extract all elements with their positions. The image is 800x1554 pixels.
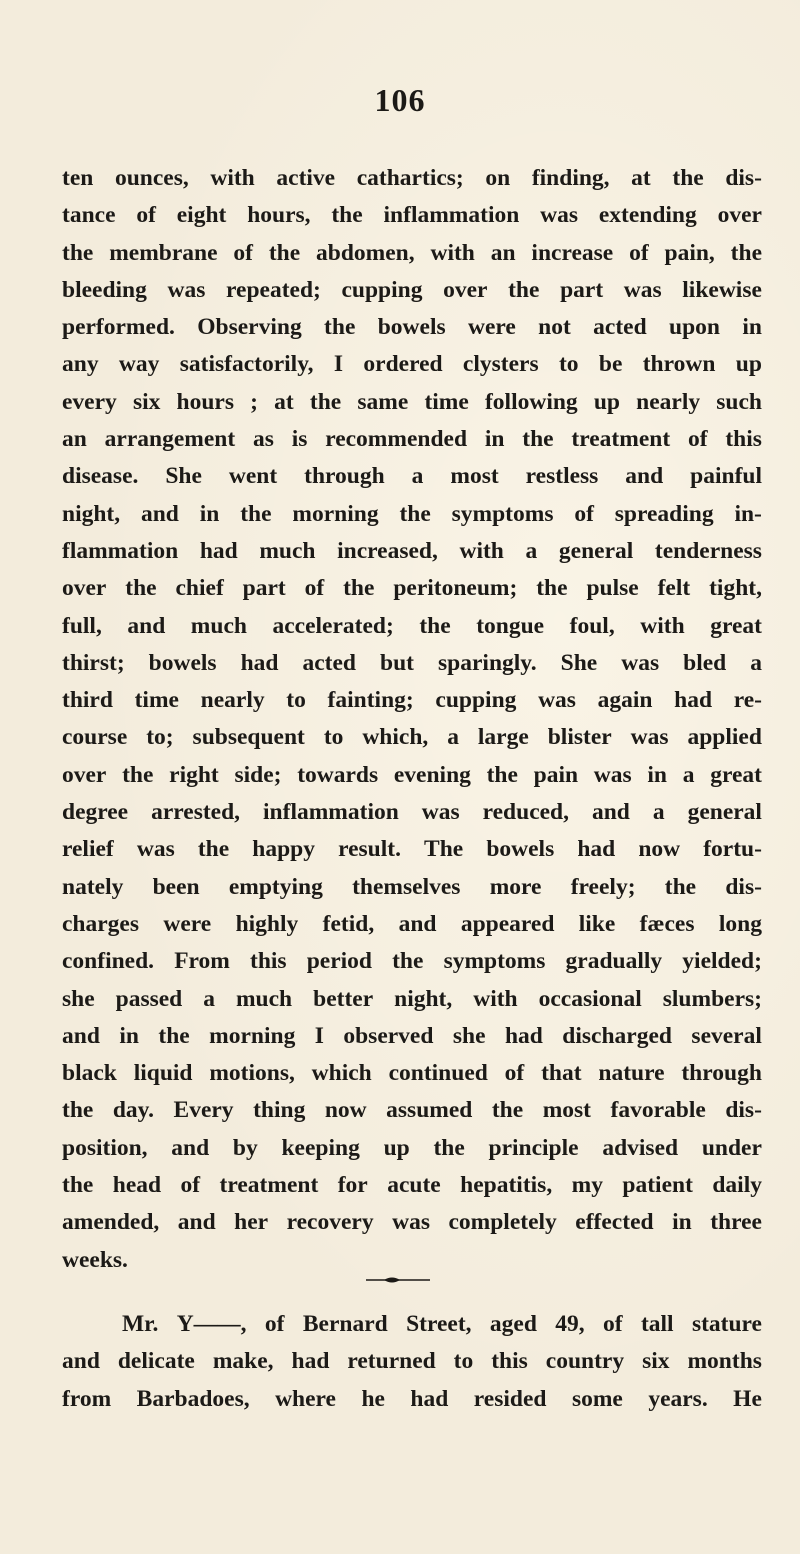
text-line: weeks. (62, 1246, 128, 1273)
text-line: an arrangement as is recommended in the treatment of this (62, 426, 762, 453)
text-line: disease. She went through a most restless and painful (62, 463, 762, 490)
text-line: every six hours ; at the same time following up nearly such (62, 388, 762, 415)
text-line: confined. From this period the symptoms gradually yielded; (62, 948, 762, 975)
text-line: over the chief part of the peritoneum; the pulse felt tight, (62, 575, 762, 602)
text-line: nately been emptying themselves more freely; the dis- (62, 873, 762, 900)
text-line: over the right side; towards evening the pain was in a great (62, 761, 762, 788)
text-line: the membrane of the abdomen, with an increase of pain, the (62, 239, 762, 266)
text-line: amended, and her recovery was completely effected in three (62, 1209, 762, 1236)
section-divider-ornament (366, 1274, 430, 1286)
text-line: and delicate make, had returned to this country six months (62, 1348, 762, 1375)
text-line: tance of eight hours, the inflammation was extending over (62, 202, 762, 229)
text-line: any way satisfactorily, I ordered clysters to be thrown up (62, 351, 762, 378)
text-line: flammation had much increased, with a general tenderness (62, 537, 762, 564)
text-line: bleeding was repeated; cupping over the part was likewise (62, 276, 762, 303)
text-line: relief was the happy result. The bowels had now fortu- (62, 836, 762, 863)
text-line: the day. Every thing now assumed the most favorable dis- (62, 1097, 762, 1124)
text-line: full, and much accelerated; the tongue foul, with great (62, 612, 762, 639)
text-line: position, and by keeping up the principle advised under (62, 1134, 762, 1161)
paragraph-new-case (62, 1306, 762, 1418)
text-line: Mr. Y——, of Bernard Street, aged 49, of tall stature (122, 1311, 762, 1337)
text-line: the head of treatment for acute hepatitis, my patient daily (62, 1172, 762, 1199)
text-line: course to; subsequent to which, a large blister was applied (62, 724, 762, 751)
text-line: degree arrested, inflammation was reduced, and a general (62, 799, 762, 826)
text-line: night, and in the morning the symptoms of spreading in- (62, 500, 762, 527)
text-line: ten ounces, with active cathartics; on finding, at the dis- (62, 165, 762, 191)
page-number: 106 (374, 82, 426, 118)
text-line: she passed a much better night, with occasional slumbers; (62, 985, 762, 1012)
text-line: from Barbadoes, where he had resided some years. He (62, 1385, 762, 1412)
text-line: thirst; bowels had acted but sparingly. She was bled a (62, 649, 762, 676)
text-line: and in the morning I observed she had discharged several (62, 1022, 762, 1049)
text-line: performed. Observing the bowels were not acted upon in (62, 314, 762, 341)
text-line: black liquid motions, which continued of that nature through (62, 1060, 762, 1087)
text-line: charges were highly fetid, and appeared like fæces long (62, 910, 762, 937)
text-line: third time nearly to fainting; cupping was again had re- (62, 687, 762, 714)
paragraph-case-history (62, 160, 762, 1279)
